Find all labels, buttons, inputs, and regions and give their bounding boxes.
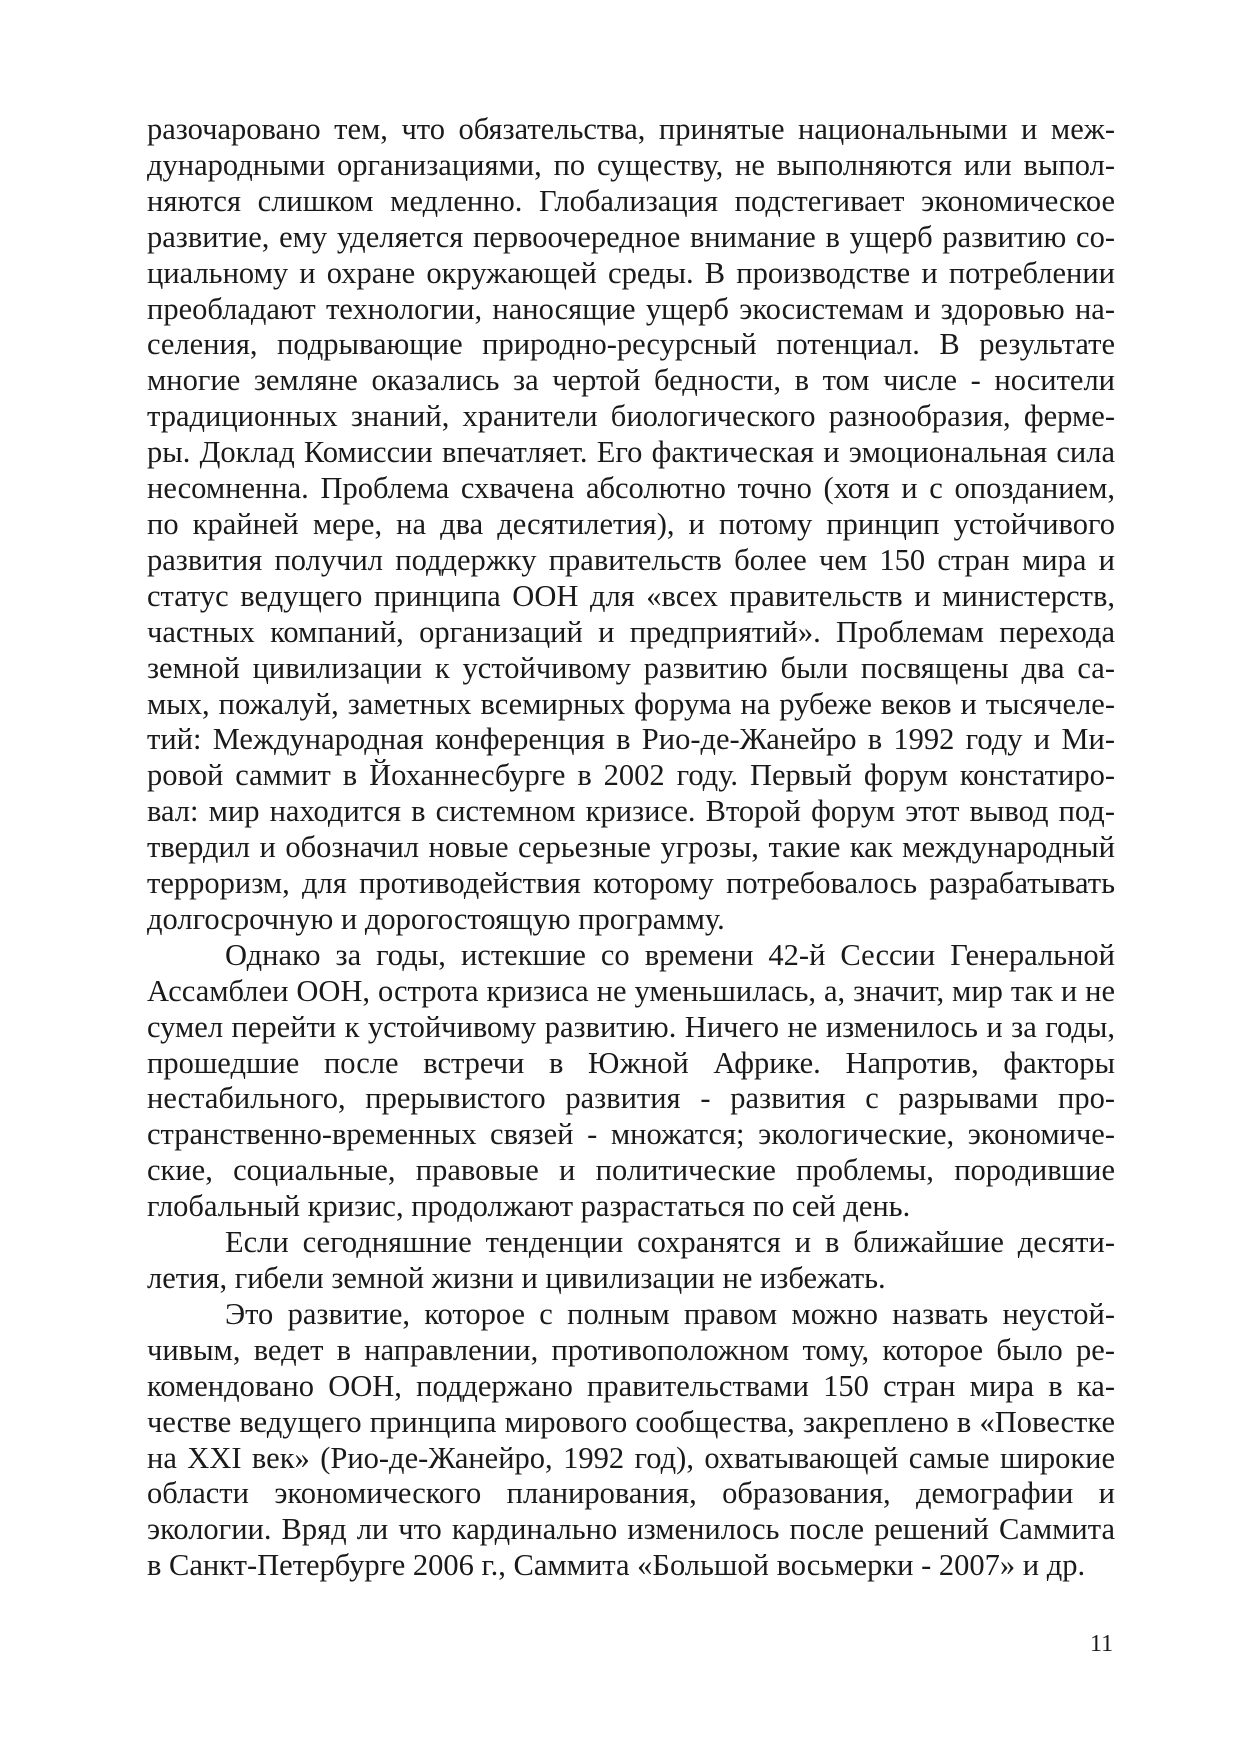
paragraph-continued: разочаровано тем, что обязательства, принятые национальными и международными организациями, по существу, не выполняются или выполняются слишком медленно. Глобализация подстегивает экономическое развитие, ему уделяется первоочередное внимание в ущерб развитию социальному и охране окружающей среды. В производстве и потреблении преобладают технологии, наносящие ущерб экосистемам и здоровью населения, подрывающие природно-ресурсный потенциал. В результате многие земляне оказались за чертой бедности, в том числе - носители традиционных знаний, хранители биологического разнообразия, фермеры. Доклад Комиссии впечатляет. Его фактическая и эмоциональная сила несомненна. Проблема схвачена абсолютно точно (хотя и с опозданием, по крайней мере, на два десятилетия), и потому принцип устойчивого развития получил поддержку правительств более чем 150 стран мира и статус ведущего принципа ООН для «всех правительств и министерств, частных компаний, организаций и предприятий». Проблемам перехода земной цивилизации к устойчивому развитию были посвящены два самых, пожалуй, заметных всемирных форума на рубеже веков и тысячелетий: Международная конференция в Рио-де-Жанейро в 1992 году и Мировой саммит в Йоханнесбурге в 2002 году. Первый форум констатировал: мир находится в системном кризисе. Второй форум этот вывод подтвердил и обозначил новые серьезные угрозы, такие как международный терроризм, для противодействия которому потребовалось разрабатывать долгосрочную и дорогостоящую программу. — [147, 112, 1115, 936]
body-text — [147, 112, 1115, 1584]
paragraph-trends: Если сегодняшние тенденции сохранятся и в ближайшие десятилетия, гибели земной жизни и цивилизации не избежать. — [147, 1225, 1115, 1295]
paragraph-development: Это развитие, которое с полным правом можно назвать неустойчивым, ведет в направлении, противоположном тому, которое было рекомендовано ООН, поддержано правительствами 150 стран мира в качестве ведущего принципа мирового сообщества, закреплено в «Повестке на XXI век» (Рио-де-Жанейро, 1992 год), охватывающей самые широкие области экономического планирования, образования, демографии и экологии. Вряд ли что кардинально изменилось после решений Саммита в Санкт-Петербурге 2006 г., Саммита «Большой восьмерки - 2007» и др. — [147, 1296, 1115, 1583]
page-number: 11 — [1090, 1631, 1114, 1657]
paragraph-crisis: Однако за годы, истекшие со времени 42-й Сессии Генеральной Ассамблеи ООН, острота кризиса не уменьшилась, а, значит, мир так и не сумел перейти к устойчивому развитию. Ничего не изменилось и за годы, прошедшие после встречи в Южной Африке. Напротив, факторы нестабильного, прерывистого развития - развития с разрывами пространственно-временных связей - множатся; экологические, экономические, социальные, правовые и политические проблемы, породившие глобальный кризис, продолжают разрастаться по сей день. — [147, 937, 1115, 1224]
